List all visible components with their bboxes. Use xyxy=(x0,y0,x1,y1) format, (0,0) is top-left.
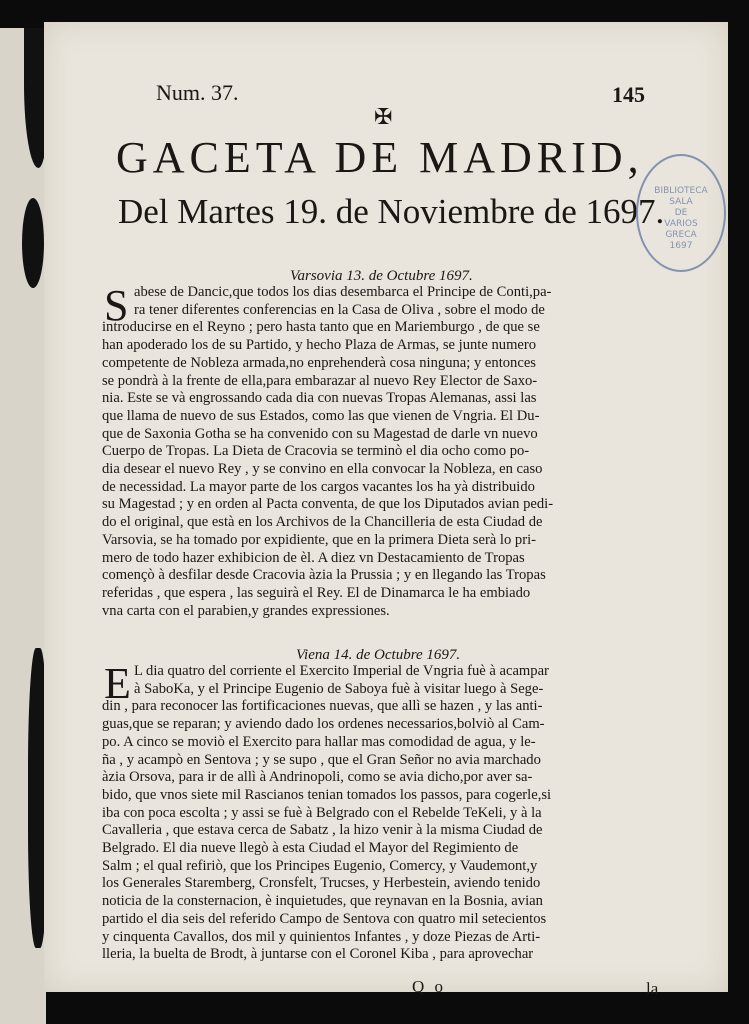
text-line: Belgrado. El dia nueve llegò à esta Ciudad el Mayor del Regimiento de xyxy=(102,840,519,857)
text-line: introducirse en el Reyno ; pero hasta tanto que en Mariemburgo , de que se xyxy=(102,319,540,336)
stamp-line: VARIOS xyxy=(664,219,698,229)
issue-number: Num. 37. xyxy=(156,80,239,105)
section-dateline: Varsovia 13. de Octubre 1697. xyxy=(290,268,473,284)
text-line: do el original, que està en los Archivos de la Chancilleria de esta Ciudad de xyxy=(102,514,543,531)
gazette-page xyxy=(44,22,728,998)
text-line: ña , y acampò en Sentova ; y se supo , que el Gran Señor no avia marchado xyxy=(102,751,541,768)
text-line: y cinquenta Cavallos, dos mil y quinientos Infantes , y doze Piezas de Arti- xyxy=(102,928,541,945)
text-line: dia desear el nuevo Rey , y se convino en ella convocar la Nobleza, en caso xyxy=(102,461,543,478)
text-line: mero de todo hazer exhibicion de èl. A diez vn Destacamiento de Tropas xyxy=(102,549,525,566)
text-line: din , para reconocer las fortificaciones nuevas, que allì se hazen , y las anti- xyxy=(102,698,543,715)
article-body xyxy=(102,281,702,620)
drop-cap: S xyxy=(104,281,129,330)
text-line: nia. Este se và engrossando cada dia con nuevas Tropas Alemanas, assi las xyxy=(102,390,537,407)
text-line: Salm ; el qual refiriò, que los Principes Eugenio, Comercy, y Vaudemont,y xyxy=(102,857,538,874)
text-line: Cavalleria , que estava cerca de Sabatz , la hizo venir à la misma Ciudad de xyxy=(102,822,543,839)
text-line: Cuerpo de Tropas. La Dieta de Cracovia se terminò el dia ocho como po- xyxy=(102,443,530,460)
text-line: po. A cinco se moviò el Exercito para hallar mas comodidad de agua, y le- xyxy=(102,733,536,750)
drop-cap: E xyxy=(104,659,131,708)
text-line: començò à desfilar desde Cracovia àzia la Prussia ; y en llegando las Tropas xyxy=(102,567,546,584)
text-line: àzia Orsova, para ir de allì à Andrinopoli, como se avia dicho,por aver sa- xyxy=(102,769,533,786)
text-line: guas,que se reparan; y aviendo dado los ordenes necessarios,bolviò al Cam- xyxy=(102,716,545,733)
article-body xyxy=(102,659,702,964)
stamp-line: SALA xyxy=(669,197,693,207)
text-line: vna carta con el parabien,y grandes expressiones. xyxy=(102,602,390,619)
stamp-line: 1697 xyxy=(669,241,693,251)
masthead-title: GACETA DE MADRID, xyxy=(116,133,644,182)
cross-ornament-icon: ✠ xyxy=(374,104,393,129)
text-line: L dia quatro del corriente el Exercito Imperial de Vngria fuè à acampar xyxy=(134,663,549,679)
text-line: los Generales Staremberg, Cronsfelt, Trucses, y Herbestein, aviendo tenido xyxy=(102,875,541,892)
text-line: à SaboKa, y el Principe Eugenio de Saboya fuè à visitar luego à Sege- xyxy=(134,680,544,697)
text-line: ra tener diferentes conferencias en la Casa de Oliva , sobre el modo de xyxy=(134,301,545,318)
text-line: que de Saxonia Gotha se ha convenido con su Magestad de darle vn nuevo xyxy=(102,425,538,442)
text-line: lleria, la buelta de Brodt, à juntarse con el Coronel Kiba , para aprovechar xyxy=(102,946,534,963)
signature-mark: Q o xyxy=(412,977,447,996)
text-line: abese de Dancic,que todos los dias desembarca el Principe de Conti,pa- xyxy=(134,284,552,300)
text-line: partido el dia seis del referido Campo de Sentova con quatro mil setecientos xyxy=(102,910,547,927)
stamp-line: BIBLIOTECA xyxy=(654,186,708,196)
page-number: 145 xyxy=(612,82,645,107)
text-line: su Magestad ; y en orden al Pacta conventa, de que los Diputados avian pedi- xyxy=(102,496,554,513)
issue-date: Del Martes 19. de Noviembre de 1697. xyxy=(118,192,665,231)
catchword: la xyxy=(646,979,659,998)
text-line: bido, que vnos siete mil Rascianos tenian tomados los passos, para cogerle,si xyxy=(102,786,552,803)
text-line: noticia de la consternacion, è inquietudes, que reynavan en la Bosnia, avian xyxy=(102,893,543,910)
library-stamp xyxy=(636,154,726,272)
text-line: Varsovia, se ha tomado por expidiente, que en la primera Dieta serà lo pri- xyxy=(102,531,537,548)
adjacent-page-edge xyxy=(0,28,46,1024)
page-damage xyxy=(22,198,44,288)
section-dateline: Viena 14. de Octubre 1697. xyxy=(296,647,461,663)
text-line: iba con poca escolta ; y assi se fuè à Belgrado con el Rebelde TeKeli, y à la xyxy=(102,804,542,821)
text-line: que llama de nuevo de sus Estados, como las que vienen de Vngria. El Du- xyxy=(102,407,540,424)
text-line: referidas , que espera , las seguirà el Rey. El de Dinamarca le ha embiado xyxy=(102,584,531,601)
text-line: han apoderado los de su Partido, y hecho Plaza de Armas, se junte numero xyxy=(102,337,537,354)
stamp-line: DE xyxy=(674,208,688,218)
text-line: se pondrà à la frente de ella,para embarazar al nuevo Rey Elector de Saxo- xyxy=(102,372,538,389)
text-line: de necessidad. La mayor parte de los cargos vacantes los ha yà distribuido xyxy=(102,478,535,495)
text-line: competente de Nobleza armada,no enprehenderà cosa ninguna; y entonces xyxy=(102,354,536,371)
stamp-line: GRECA xyxy=(665,230,697,240)
